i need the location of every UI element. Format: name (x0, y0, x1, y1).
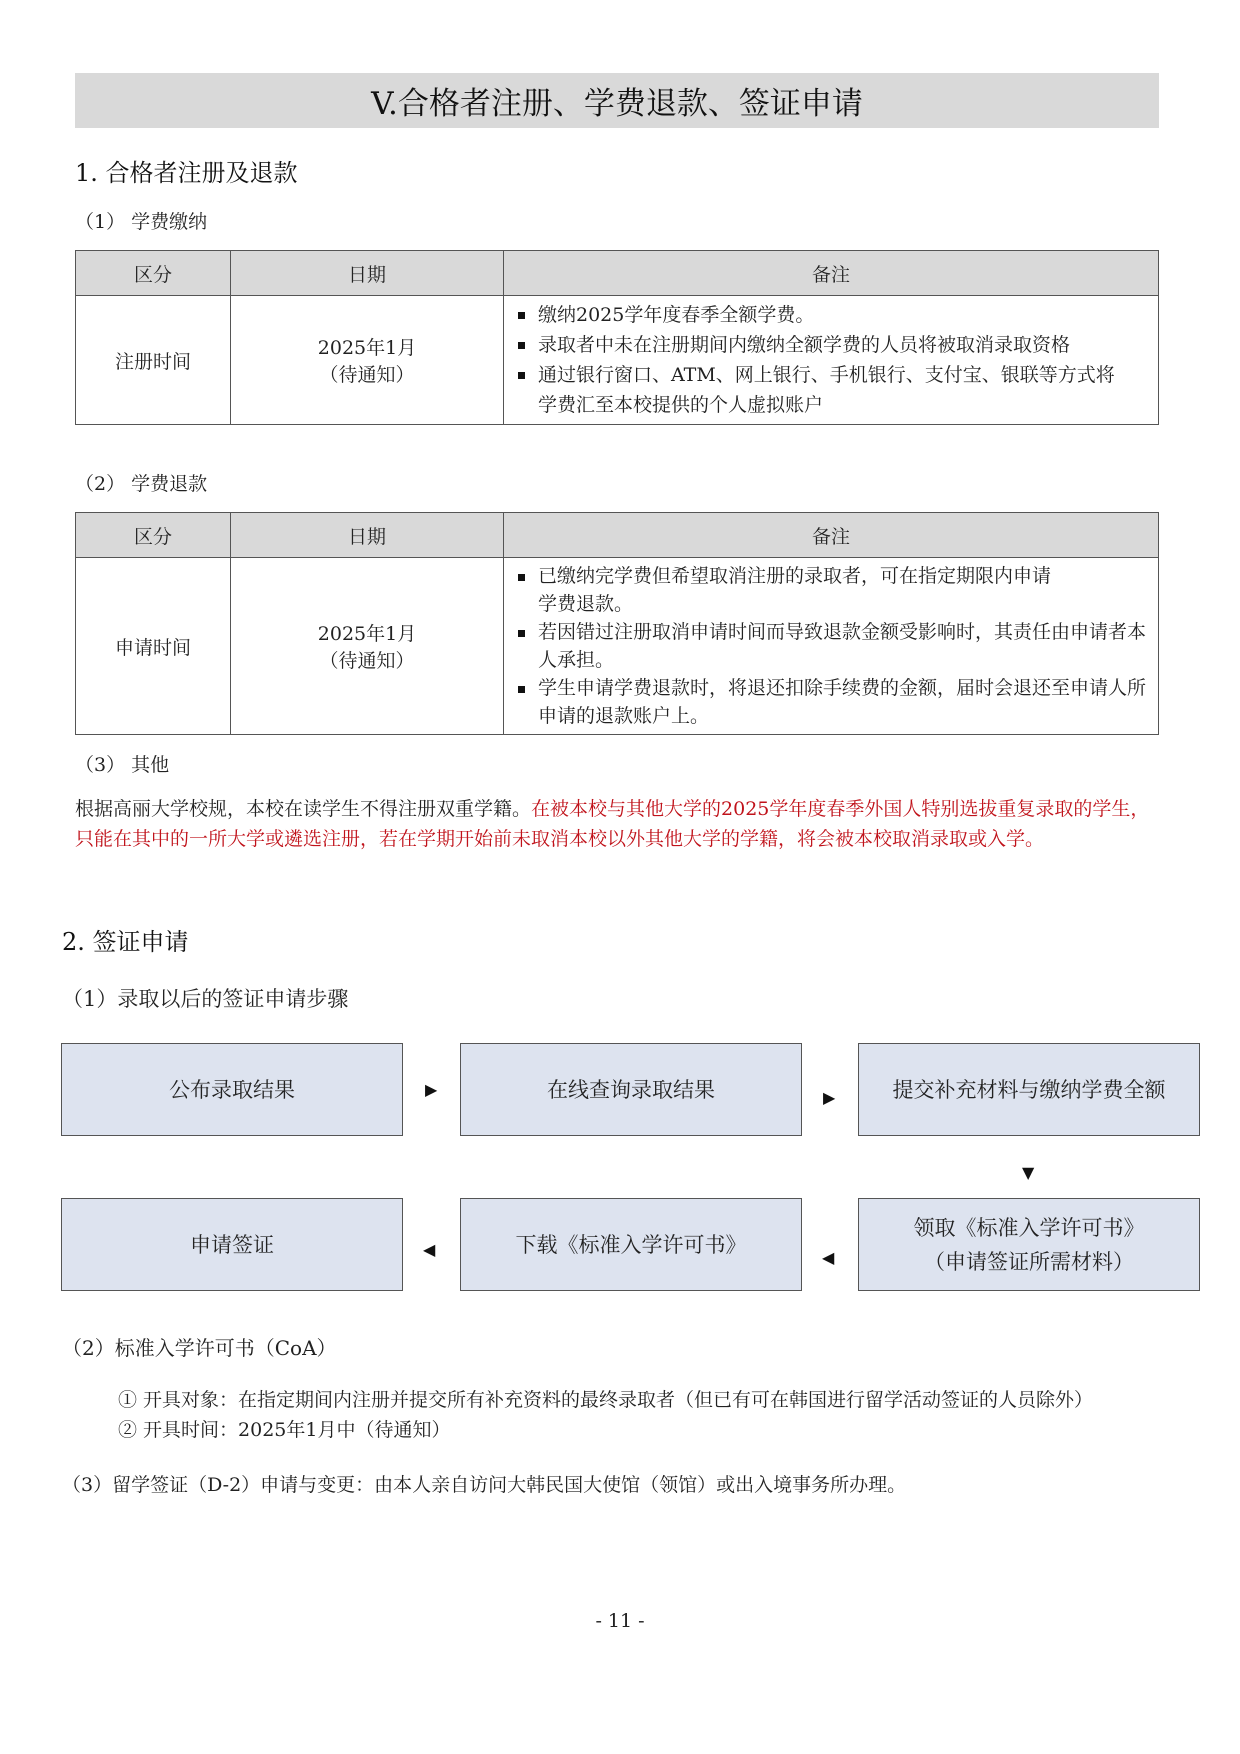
note-item: 若因错过注册取消申请时间而导致退款金额受影响时，其责任由申请者本人承担。 (516, 618, 1154, 674)
flow-step-text: 提交补充材料与缴纳学费全额 (892, 1077, 1166, 1102)
flow-step-4 (858, 1198, 1200, 1291)
other-text-warning: 在被本校与其他大学的2025学年度春季外国人特别选拔重复录取的学生，只能在其中的一所大学或遴选注册，若在学期开始前未取消本校以外其他大学的学籍，将会被本校取消录取或入学。 (75, 798, 1150, 850)
date-line-2: （待通知） (319, 364, 415, 386)
date-cell (231, 558, 504, 735)
arrow-left-icon: ◀ (822, 1248, 835, 1267)
date-cell (231, 296, 504, 425)
arrow-down-icon: ▼ (1022, 1163, 1035, 1182)
date-line-1: 2025年1月 (317, 623, 417, 645)
col-header-notes: 备注 (504, 251, 1159, 296)
flow-step-6 (61, 1198, 403, 1291)
visa-d2-note: （3）留学签证（D-2）申请与变更：由本人亲自访问大韩民国大使馆（领馆）或出入境事务所办理。 (62, 1474, 907, 1496)
flow-step-2 (460, 1043, 802, 1136)
table-header-row (76, 251, 1159, 296)
col-header-category: 区分 (76, 513, 231, 558)
page-title-text: V.合格者注册、学费退款、签证申请 (371, 86, 863, 122)
category-cell: 注册时间 (76, 296, 231, 425)
notes-cell (504, 558, 1159, 735)
flow-step-text: 在线查询录取结果 (547, 1077, 715, 1102)
section-2-heading: 2. 签证申请 (62, 928, 189, 956)
flow-step-text: 领取《标准入学许可书》 (913, 1215, 1145, 1240)
table-row (76, 296, 1159, 425)
other-text-normal: 根据高丽大学校规，本校在读学生不得注册双重学籍。 (75, 798, 532, 820)
col-header-category: 区分 (76, 251, 231, 296)
tuition-payment-table (75, 250, 1159, 425)
flow-step-subtext: （申请签证所需材料） (924, 1249, 1134, 1274)
sub1-label: （1） 学费缴纳 (75, 211, 208, 233)
tuition-refund-table (75, 512, 1159, 735)
note-item: 通过银行窗口、ATM、网上银行、手机银行、支付宝、银联等方式将学费汇至本校提供的个人虚拟账户 (516, 360, 1154, 420)
note-item: 已缴纳完学费但希望取消注册的录取者，可在指定期限内申请学费退款。 (516, 562, 1154, 618)
arrow-right-icon: ▶ (425, 1080, 438, 1099)
coa-list (118, 1385, 1188, 1445)
page-title (75, 73, 1159, 128)
flow-step-5 (460, 1198, 802, 1291)
date-line-1: 2025年1月 (317, 337, 417, 359)
note-item: 缴纳2025学年度春季全额学费。 (516, 300, 1154, 330)
arrow-left-icon: ◀ (423, 1240, 436, 1259)
page-number: - 11 - (595, 1610, 645, 1632)
col-header-date: 日期 (231, 251, 504, 296)
note-item: 学生申请学费退款时，将退还扣除手续费的金额，届时会退还至申请人所申请的退款账户上。 (516, 674, 1154, 730)
table-row (76, 558, 1159, 735)
col-header-date: 日期 (231, 513, 504, 558)
note-item: 录取者中未在注册期间内缴纳全额学费的人员将被取消录取资格 (516, 330, 1154, 360)
coa-item: ② 开具时间：2025年1月中（待通知） (118, 1419, 451, 1441)
visa-steps-label: （1）录取以后的签证申请步骤 (62, 987, 349, 1011)
sub2-label: （2） 学费退款 (75, 473, 208, 495)
coa-item: ① 开具对象：在指定期间内注册并提交所有补充资料的最终录取者（但已有可在韩国进行留学活动签证的人员除外） (118, 1389, 1094, 1411)
flow-step-text: 公布录取结果 (169, 1077, 295, 1102)
table-header-row (76, 513, 1159, 558)
sub3-label: （3） 其他 (75, 754, 170, 776)
category-cell: 申请时间 (76, 558, 231, 735)
notes-cell (504, 296, 1159, 425)
coa-label: （2）标准入学许可书（CoA） (62, 1336, 337, 1360)
date-line-2: （待通知） (319, 650, 415, 672)
flow-step-1 (61, 1043, 403, 1136)
flow-step-3 (858, 1043, 1200, 1136)
col-header-notes: 备注 (504, 513, 1159, 558)
arrow-right-icon: ▶ (823, 1088, 836, 1107)
flow-step-text: 下载《标准入学许可书》 (515, 1232, 747, 1257)
other-paragraph (75, 794, 1165, 854)
flow-step-text: 申请签证 (190, 1232, 274, 1257)
section-1-heading: 1. 合格者注册及退款 (75, 159, 298, 187)
